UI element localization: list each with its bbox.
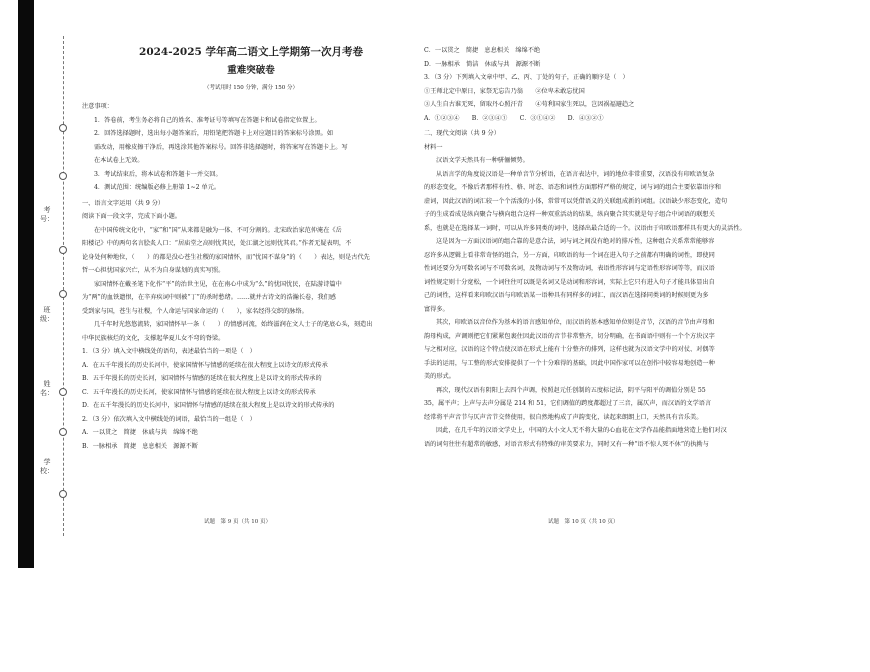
binding-cut-line	[63, 36, 64, 536]
passage-line: 经常将平声音节与仄声音节交替使用，很自然地构成了声韵变化，读起来朗朗上口，天然具有音乐美。	[424, 413, 703, 421]
passage-line: 子的生成看成是纵向聚合与横向组合这样一种双重活动的结果，纵向聚合其实就是句子组合中词语的联想关	[424, 211, 715, 218]
passage-line: 性词还要分为可数名词与不可数名词，及物动词与不及物动词，表语性形容词与定语性形容词等等，而汉语	[424, 265, 715, 272]
passage-line: 这是因为一方面汉语词的组合靠的是意合法，词与词之间没有绝对的排斥性，这种组合关系常常能够容	[436, 238, 715, 245]
passage-line: 为“两”的血铁遗恨，在辛弃疾词中则被“丁”的杀时愁绪。……就并古诗文的浩瀚长卷，我们感	[82, 294, 336, 301]
passage-line: 虚词，因此汉语的词汇较一个个活泼的小体，常常可以凭借语义的关联组成新的词组。汉语缺少形态变化，造句	[424, 197, 728, 205]
passage-line: 阳楼记》中的两句名言脍炙人口：“居庙堂之高则忧其民，处江湖之远则忧其君。”作者无疑表明，不	[82, 240, 352, 247]
page-footer-left: 试题 第 9 页（共 10 页）	[204, 519, 271, 525]
class-label: 班级：	[40, 306, 54, 323]
answer-option[interactable]: B．一脉相承 简捷 息息相关 源源不断	[82, 442, 198, 450]
section-heading: 二、现代文阅读（共 9 分）	[424, 130, 500, 137]
note-item: 2．回答选择题时，选出每小题答案后，用铅笔把答题卡上对应题目的答案标号涂黑。如	[94, 130, 334, 137]
exam-info: （考试用时 150 分钟，满分 150 分）	[204, 85, 298, 91]
passage-line: 韵母构成，声调则把它们紧紧包裹住因此汉语的音节非常整齐，切分明确，在书面语中则有一个个方块汉字	[424, 332, 715, 340]
passage-line: 再次，现代汉语有阴阳上去四个声调，按照赵元任创制的五度标记法，阴平与阳平的调值分别是 55	[436, 386, 706, 394]
q3-item: ①王师北定中原日，家祭无忘告乃翁 ②位卑未敢忘忧国	[424, 87, 585, 95]
note-item: 需改动，用橡皮擦干净后，再选涂其他答案标号。回答非选择题时，将答案写在答题卡上。写	[94, 143, 348, 151]
passage-line: 系，也就是在选择某一词时，可以从许多同类的词中，选择出最合适的一个。汉语由于印欧语那样具有更大的灵活性。	[424, 224, 746, 232]
exam-subtitle: 重难突破卷	[227, 65, 275, 76]
binding-hole	[59, 172, 67, 180]
passage-line: 哲一心担忧国家兴亡，从不为自身谋划的真实写照。	[82, 267, 225, 274]
passage-line: 受到家与国，苍生与社稷，个人命运与国家命运的（ ），家名经得交织的脉络。	[82, 307, 308, 315]
answer-option[interactable]: C．五千年漫长的历史长河，使家国情怀与情感的延续在很大程度上以诗文的形式传承	[82, 388, 316, 396]
note-item: 在本试卷上无效。	[94, 157, 144, 164]
section-heading: 一、语言文字运用（共 9 分）	[82, 199, 165, 207]
answer-option[interactable]: A．一以贯之 简捷 休戚与共 绵绵不绝	[82, 429, 198, 436]
passage-line: 与之相对应，汉语的这个特点使汉语在形式上能有十分整齐的排列，这样也就为汉语文学中的对仗、对偶等	[424, 346, 715, 353]
binding-hole	[59, 428, 67, 436]
binding-hole	[59, 290, 67, 298]
binding-hole	[59, 490, 67, 498]
passage-line: 的形态变化，不像后者那样有性、格、时态、语态和词性方面那样严格的规定，词与词的组合主要依靠语序和	[424, 184, 721, 191]
passage-line: 己的词性，这样看来印欧汉语与印欧语某一语种具有同样多的词汇，而汉语在选择同类词的时候则更为多	[424, 292, 709, 299]
notes-heading: 注意事项：	[82, 103, 113, 110]
exam-title: 2024-2025 学年高二语文上学期第一次月考卷	[139, 46, 363, 58]
material-label: 材料一	[424, 143, 443, 151]
q3-item: ③人生自古谁无死，留取丹心照汗青 ④苟利国家生死以，岂因祸福避趋之	[424, 101, 635, 108]
question-3: 3．（3 分）下列填入文章中甲、乙、丙、丁处的句子，正确的顺序是（ ）	[424, 74, 629, 81]
answer-option[interactable]: D．在五千年漫长的历史长河中，家国情怀与情感的延续在很大程度上是以诗文的形式传承的	[82, 402, 335, 409]
note-item: 3．考试结束后，将本试卷和答题卡一并交回。	[94, 170, 222, 178]
passage-line: 手法的运用，与工整的形式安排提供了一个十分难得的基础，因此中国作家可以在创作中较容易地创造一种	[424, 359, 715, 367]
name-label: 姓名：	[40, 380, 54, 397]
left-page	[82, 44, 420, 453]
passage-line: 几千年时光悠悠流转，家国情怀早一条（ ）的情感河流，始终滋润在文人士子的笔底心头，刻造出	[94, 321, 373, 328]
passage-line: 美的形式。	[424, 373, 455, 380]
answer-option[interactable]: C．一以贯之 简捷 息息相关 绵绵不绝	[424, 47, 541, 54]
id-label: 考号：	[40, 206, 54, 223]
right-page	[424, 44, 762, 451]
passage-line: 汉语文学天然具有一种骈俪倾势。	[436, 157, 529, 164]
passage-line: 因此，在几千年的汉语文学史上，中国的大小文人无不将大量的心血花在文学作品能指面地营造上他们对汉	[436, 427, 727, 434]
binding-strip	[18, 0, 34, 568]
page-footer-right: 试题 第 10 页（共 10 页）	[548, 519, 619, 525]
passage-line: 论身处何种地位，（ ）的都是没心苍生社稷的家国情怀，而“忧国不谋身”的（ ）表达，则是古代先	[82, 253, 370, 261]
passage-line: 词性规定则十分宽松，一个词往往可以既是名词又是动词和形容词，实际上它只有进入句子才能具体显出自	[424, 278, 715, 286]
answer-option[interactable]: D．一脉相承 简洁 休戚与共 源源不断	[424, 60, 541, 68]
passage-line: 在中国传统文化中，“家”和“国”从来都是融为一体、不可分割的。北宋政治家范仲淹在《岳	[94, 226, 342, 234]
passage-line: 家国情怀在戴圣笔下化作“平”的治世主见，在在南心中成为“么”的忧国忧民，在陆游诗篇中	[94, 280, 342, 288]
passage-line: 从语言学的角度说汉语是一种单音节分析语，在语言表达中，词的地位非常重要，汉语没有印欧语复杂	[436, 170, 715, 178]
passage-line: 其次，印欧语以音位作为基本的语言感知单位，而汉语的基本感知单位则是音节，汉语的音节由声母和	[436, 319, 715, 326]
passage-line: 中华民族核烂的文化，支撑起华夏儿女不弯的脊梁。	[82, 334, 225, 342]
binding-hole	[59, 246, 67, 254]
note-item: 4．测试范围：统编版必修上册第 1~2 单元。	[94, 184, 221, 191]
passage-line: 富得多。	[424, 305, 449, 313]
answer-options-row[interactable]: A．①②③④ B．②③④① C．③①④② D．④③②①	[424, 114, 604, 122]
answer-option[interactable]: B．五千年漫长的历史长河，家国情怀与情感的延续在很大程度上是以诗文的形式传承的	[82, 375, 322, 382]
passage-line: 忍许多从逻辑上看非常奇怪的组合，另一方面，印欧语的每一个词在进入句子之前都有明确的词性，即使同	[424, 251, 715, 259]
binding-hole	[59, 124, 67, 132]
question-2: 2．（3 分）依次填入文中横线处的词语，最恰当的一组是（ ）	[82, 415, 256, 423]
binding-hole	[59, 388, 67, 396]
passage-line: 35，属平声；上声与去声分属是 214 和 51，它们调值的跨度都超过了三音，属仄声，而汉语的文学语言	[424, 400, 712, 407]
question-1: 1．（3 分）填入文中横线处的语句，表述最恰当的一项是（ ）	[82, 348, 256, 355]
school-label: 学校：	[40, 458, 54, 475]
instruction: 阅读下面一段文字，完成下面小题。	[82, 213, 181, 220]
note-item: 1．答卷前，考生务必将自己的姓名、准考证号等填写在答题卡和试卷指定位置上。	[94, 116, 321, 124]
answer-option[interactable]: A．在五千年漫长的历史长河中，使家国情怀与情感的延续在很大程度上以诗文的形式传承	[82, 361, 328, 369]
passage-line: 语的词句往往有超常的敏感，对语音形式有特殊的审美要求力，同时又有一种“语不惊人死不休”的执拗与	[424, 440, 709, 448]
